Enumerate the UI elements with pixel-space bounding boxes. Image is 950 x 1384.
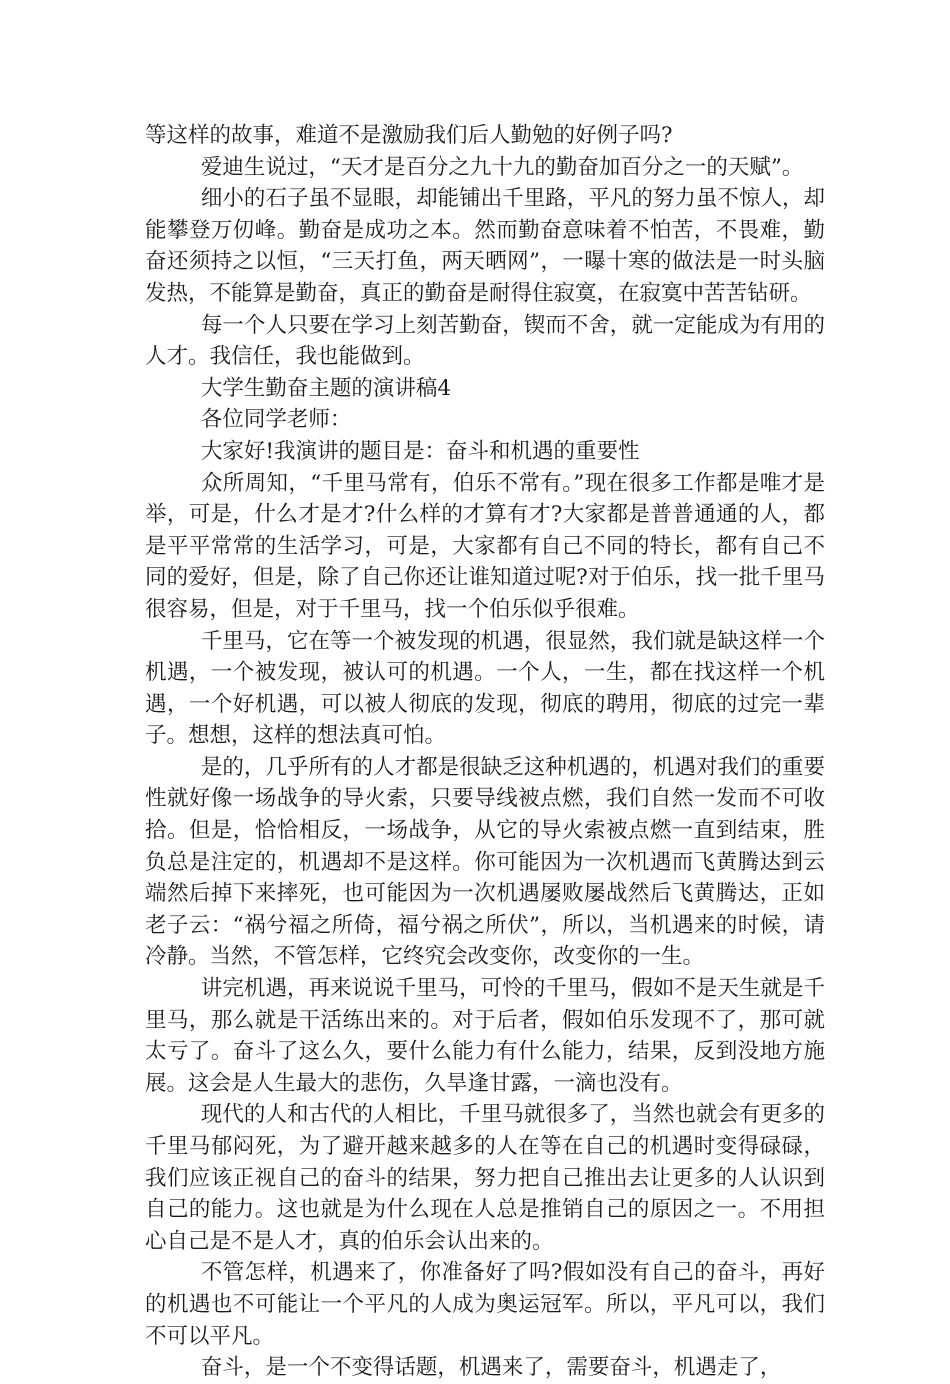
document-body <box>145 120 825 1384</box>
salutation: 各位同学老师： <box>200 407 352 433</box>
paragraph-13: 不管怎样，机遇来了，你准备好了吗?假如没有自己的奋斗，再好的机遇也不可能让一个平凡的人成为奥运冠军。所以，平凡可以，我们不可以平凡。 <box>145 1260 825 1349</box>
paragraph-2: 爱迪生说过，“天才是百分之九十九的勤奋加百分之一的天赋”。 <box>200 154 804 180</box>
paragraph-9: 千里马，它在等一个被发现的机遇，很显然，我们就是缺这样一个机遇，一个被发现，被认可的机遇。一个人，一生，都在找这样一个机遇，一个好机遇，可以被人彻底的发现，彻底的聘用，彻底的过完一辈子。想想，这样的想法真可怕。 <box>145 628 825 749</box>
greeting-topic: 大家好!我演讲的题目是：奋斗和机遇的重要性 <box>200 438 640 464</box>
paragraph-11: 讲完机遇，再来说说千里马，可怜的千里马，假如不是天生就是千里马，那么就是干活练出来的。对于后者，假如伯乐发现不了，那可就太亏了。奋斗了这么久，要什么能力有什么能力，结果，反到没地方施展。这会是人生最大的悲伤，久旱逢甘露，一滴也没有。 <box>145 976 825 1096</box>
paragraph-8: 众所周知，“千里马常有，伯乐不常有。”现在很多工作都是唯才是举，可是，什么才是才?什么样的才算有才?大家都是普普通通的人，都是平平常常的生活学习，可是，大家都有自己不同的特长，都有自己不同的爱好，但是，除了自己你还让谁知道过呢?对于伯乐，找一批千里马很容易，但是，对于千里马，找一个伯乐似乎很难。 <box>145 470 825 622</box>
paragraph-14: 奋斗，是一个不变得话题，机遇来了，需要奋斗，机遇走了， <box>200 1355 782 1381</box>
paragraph-4: 每一个人只要在学习上刻苦勤奋，锲而不舍，就一定能成为有用的人才。我信任，我也能做到。 <box>145 312 825 370</box>
paragraph-10: 是的，几乎所有的人才都是很缺乏这种机遇的，机遇对我们的重要性就好像一场战争的导火索，只要导线被点燃，我们自然一发而不可收拾。但是，恰恰相反，一场战争，从它的导火索被点燃一直到结束，胜负总是注定的，机遇却不是这样。你可能因为一次机遇而飞黄腾达到云端然后掉下来摔死，也可能因为一次机遇屡败屡战然后飞黄腾达，正如老子云：“祸兮福之所倚，福兮祸之所伏”，所以，当机遇来的时候，请冷静。当然，不管怎样，它终究会改变你，改变你的一生。 <box>145 754 825 970</box>
section-heading: 大学生勤奋主题的演讲稿4 <box>200 375 452 401</box>
paragraph-12: 现代的人和古代的人相比，千里马就很多了，当然也就会有更多的千里马郁闷死，为了避开越来越多的人在等在自己的机遇时变得碌碌，我们应该正视自己的奋斗的结果，努力把自己推出去让更多的人认识到自己的能力。这也就是为什么现在人总是推销自己的原因之一。不用担心自己是不是人才，真的伯乐会认出来的。 <box>145 1102 825 1254</box>
paragraph-1: 等这样的故事，难道不是激励我们后人勤勉的好例子吗? <box>145 123 673 148</box>
paragraph-3: 细小的石子虽不显眼，却能铺出千里路，平凡的努力虽不惊人，却能攀登万仞峰。勤奋是成功之本。然而勤奋意味着不怕苦，不畏难，勤奋还须持之以恒，“三天打鱼，两天晒网”，一曝十寒的做法是一时头脑发热，不能算是勤奋，真正的勤奋是耐得住寂寞，在寂寞中苦苦钻研。 <box>145 186 825 306</box>
